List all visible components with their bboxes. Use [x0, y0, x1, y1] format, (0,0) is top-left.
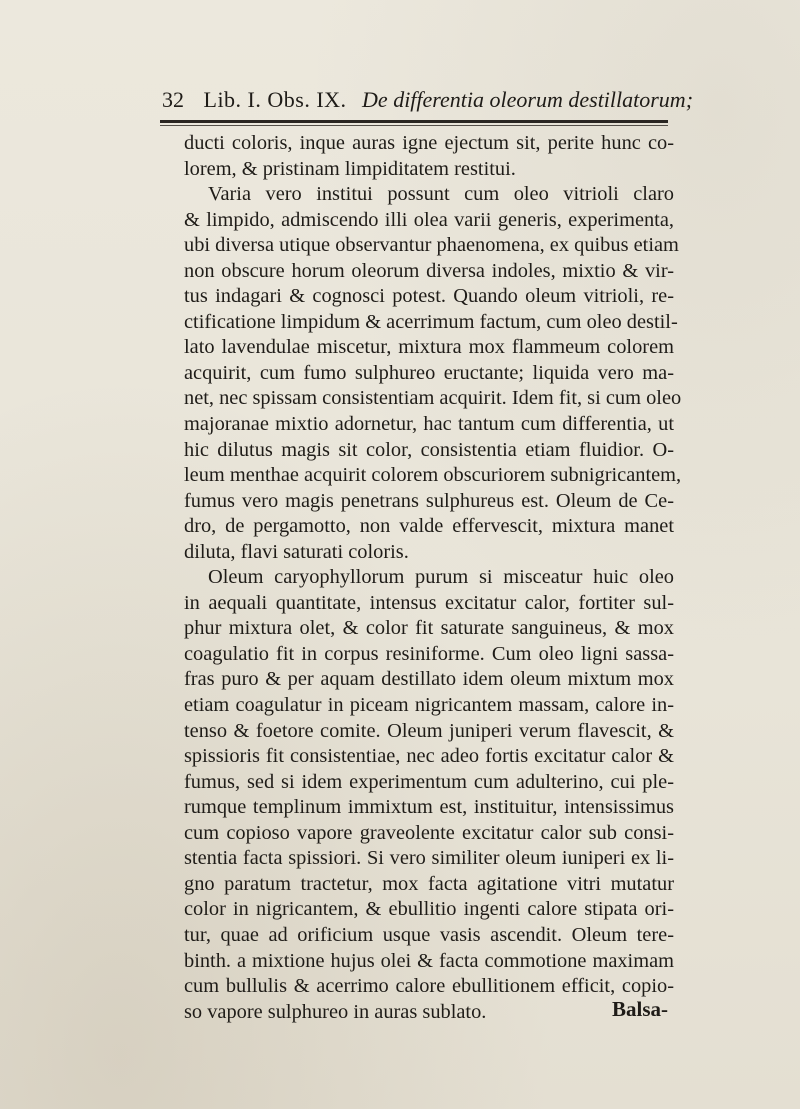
- text-line: non obscure horum oleorum diversa indoles, mixtio & vir-: [184, 259, 674, 282]
- text-line: diluta, flavi saturati coloris.: [184, 540, 409, 563]
- text-line: leum menthae acquirit colorem obscuriorem subnigricantem,: [184, 464, 682, 487]
- chapter-reference: Lib. I. Obs. IX.: [203, 87, 347, 112]
- text-line: phur mixtura olet, & color fit saturate sanguineus, & mox: [184, 617, 674, 640]
- text-line: color in nigricantem, & ebullitio ingenti calore stipata ori-: [184, 898, 674, 921]
- text-line: so vapore sulphureo in auras sublato.: [184, 1000, 487, 1023]
- text-line: & limpido, admiscendo illi olea varii generis, experimenta,: [184, 208, 674, 231]
- text-line: tur, quae ad orificium usque vasis ascendit. Oleum tere-: [184, 923, 674, 946]
- text-line: lato lavendulae miscetur, mixtura mox flammeum colorem: [184, 336, 674, 359]
- text-line: tus indagari & cognosci potest. Quando oleum vitrioli, re-: [184, 285, 674, 308]
- text-line: lorem, & pristinam limpiditatem restitui.: [184, 157, 516, 180]
- header-rule-thin: [160, 125, 668, 126]
- text-line: spissioris fit consistentiae, nec adeo fortis excitatur calor &: [184, 745, 674, 768]
- text-line: ubi diversa utique observantur phaenomena, ex quibus etiam: [184, 234, 679, 257]
- text-line: cum copioso vapore graveolente excitatur calor sub consi-: [184, 821, 674, 844]
- text-line: coagulatio fit in corpus resiniforme. Cum oleo ligni sassa-: [184, 642, 674, 665]
- page-number: 32: [162, 87, 184, 112]
- text-line: ducti coloris, inque auras igne ejectum sit, perite hunc co-: [184, 132, 674, 154]
- running-title: De differentia oleorum destillatorum;: [362, 87, 694, 112]
- catchword: Balsa-: [612, 997, 669, 1021]
- text-line: fumus, sed si idem experimentum cum adulterino, cui ple-: [184, 770, 674, 793]
- text-line: majoranae mixtio adornetur, hac tantum cum differentia, ut: [184, 413, 674, 436]
- text-line: acquirit, cum fumo sulphureo eructante; liquida vero ma-: [184, 361, 674, 384]
- running-head: [162, 84, 694, 116]
- text-line: hic dilutus magis sit color, consistentia etiam fluidior. O-: [184, 438, 674, 461]
- text-line: gno paratum tractetur, mox facta agitatione vitri mutatur: [184, 872, 674, 895]
- text-line: Varia vero institui possunt cum oleo vitrioli claro: [208, 183, 674, 206]
- text-line: binth. a mixtione hujus olei & facta commotione maximam: [184, 949, 674, 972]
- text-line: dro, de pergamotto, non valde effervescit, mixtura manet: [184, 515, 674, 538]
- header-rule: [160, 120, 668, 123]
- body-text: [184, 131, 682, 1025]
- text-line: net, nec spissam consistentiam acquirit. Idem fit, si cum oleo: [184, 387, 682, 410]
- text-line: etiam coagulatur in piceam nigricantem massam, calore in-: [184, 694, 674, 717]
- text-line: fras puro & per aquam destillato idem oleum mixtum mox: [184, 668, 674, 691]
- text-line: ctificatione limpidum & acerrimum factum, cum oleo destil-: [184, 310, 678, 333]
- text-line: Oleum caryophyllorum purum si misceatur huic oleo: [208, 566, 674, 589]
- text-line: fumus vero magis penetrans sulphureus est. Oleum de Ce-: [184, 489, 674, 512]
- text-line: stentia facta spissiori. Si vero similiter oleum iuniperi ex li-: [184, 847, 674, 870]
- text-line: cum bullulis & acerrimo calore ebullitionem efficit, copio-: [184, 975, 674, 998]
- text-line: tenso & foetore comite. Oleum juniperi verum flavescit, &: [184, 719, 674, 742]
- text-line: rumque templinum immixtum est, instituitur, intensissimus: [184, 796, 674, 819]
- text-line: in aequali quantitate, intensus excitatur calor, fortiter sul-: [184, 591, 674, 614]
